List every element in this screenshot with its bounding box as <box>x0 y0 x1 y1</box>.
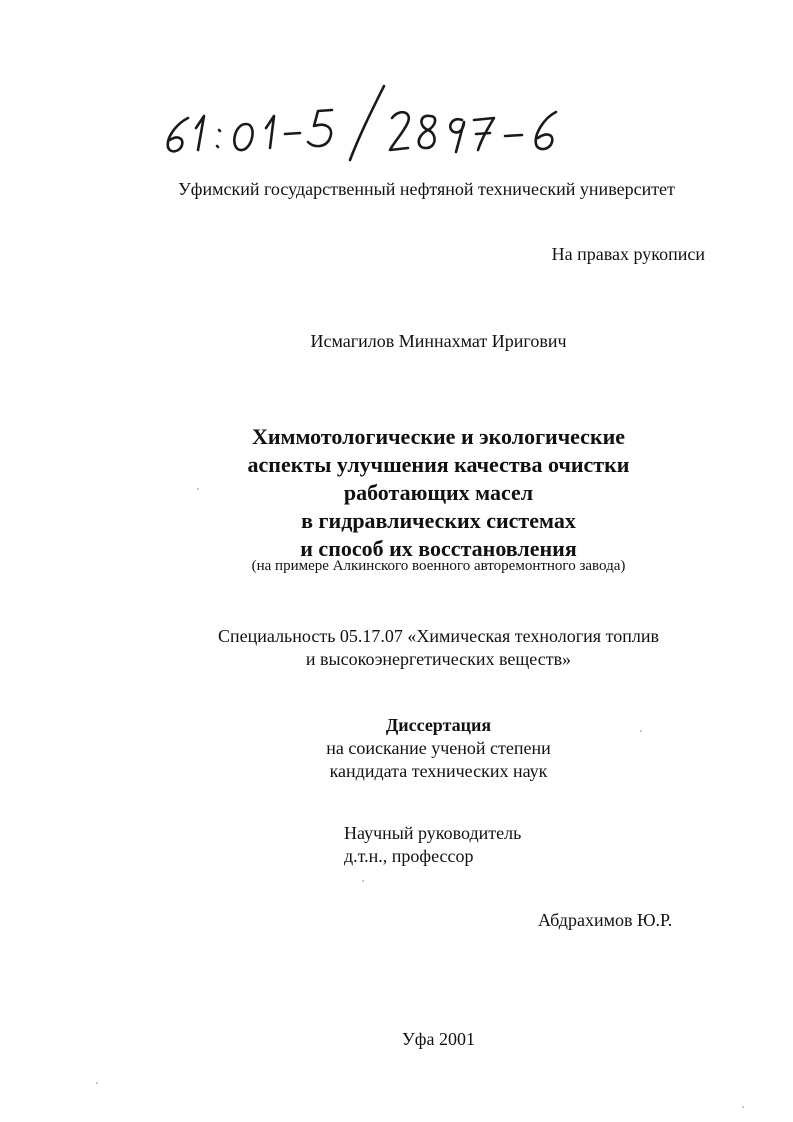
supervisor-name: Абдрахимов Ю.Р. <box>538 910 673 930</box>
dissertation-line: кандидата технических наук <box>329 761 548 781</box>
specialty-block <box>0 625 793 671</box>
title-subtitle: (на примере Алкинского военного авторемонтного завода) <box>251 558 626 574</box>
manuscript-rights-label: На правах рукописи <box>551 244 705 264</box>
city-year: Уфа 2001 <box>402 1029 475 1049</box>
scan-speck <box>96 1082 98 1084</box>
title-line: работающих масел <box>343 480 534 505</box>
handwritten-catalog-number <box>0 0 793 180</box>
dissertation-title <box>0 423 793 563</box>
dissertation-line: на соискание ученой степени <box>326 738 551 758</box>
supervisor-label: Научный руководитель <box>344 823 522 843</box>
title-line: Химмотологические и экологические <box>251 424 626 449</box>
specialty-line: Специальность 05.17.07 «Химическая технология топлив <box>218 626 659 646</box>
scan-speck <box>742 1106 744 1108</box>
author-name: Исмагилов Миннахмат Иригович <box>310 331 567 351</box>
supervisor-block <box>344 822 521 868</box>
handwritten-number-drawing <box>0 0 793 180</box>
dissertation-heading: Диссертация <box>385 715 492 735</box>
supervisor-degree: д.т.н., профессор <box>344 846 474 866</box>
title-line: в гидравлических системах <box>301 508 576 533</box>
university-name: Уфимский государственный нефтяной технический университет <box>178 179 675 199</box>
dissertation-block <box>0 714 793 783</box>
scan-speck <box>362 880 364 882</box>
title-line: аспекты улучшения качества очистки <box>247 452 630 477</box>
specialty-line: и высокоэнергетических веществ» <box>305 649 572 669</box>
title-line: и способ их восстановления <box>300 536 577 561</box>
scan-speck <box>640 730 642 732</box>
scan-speck <box>197 488 199 490</box>
